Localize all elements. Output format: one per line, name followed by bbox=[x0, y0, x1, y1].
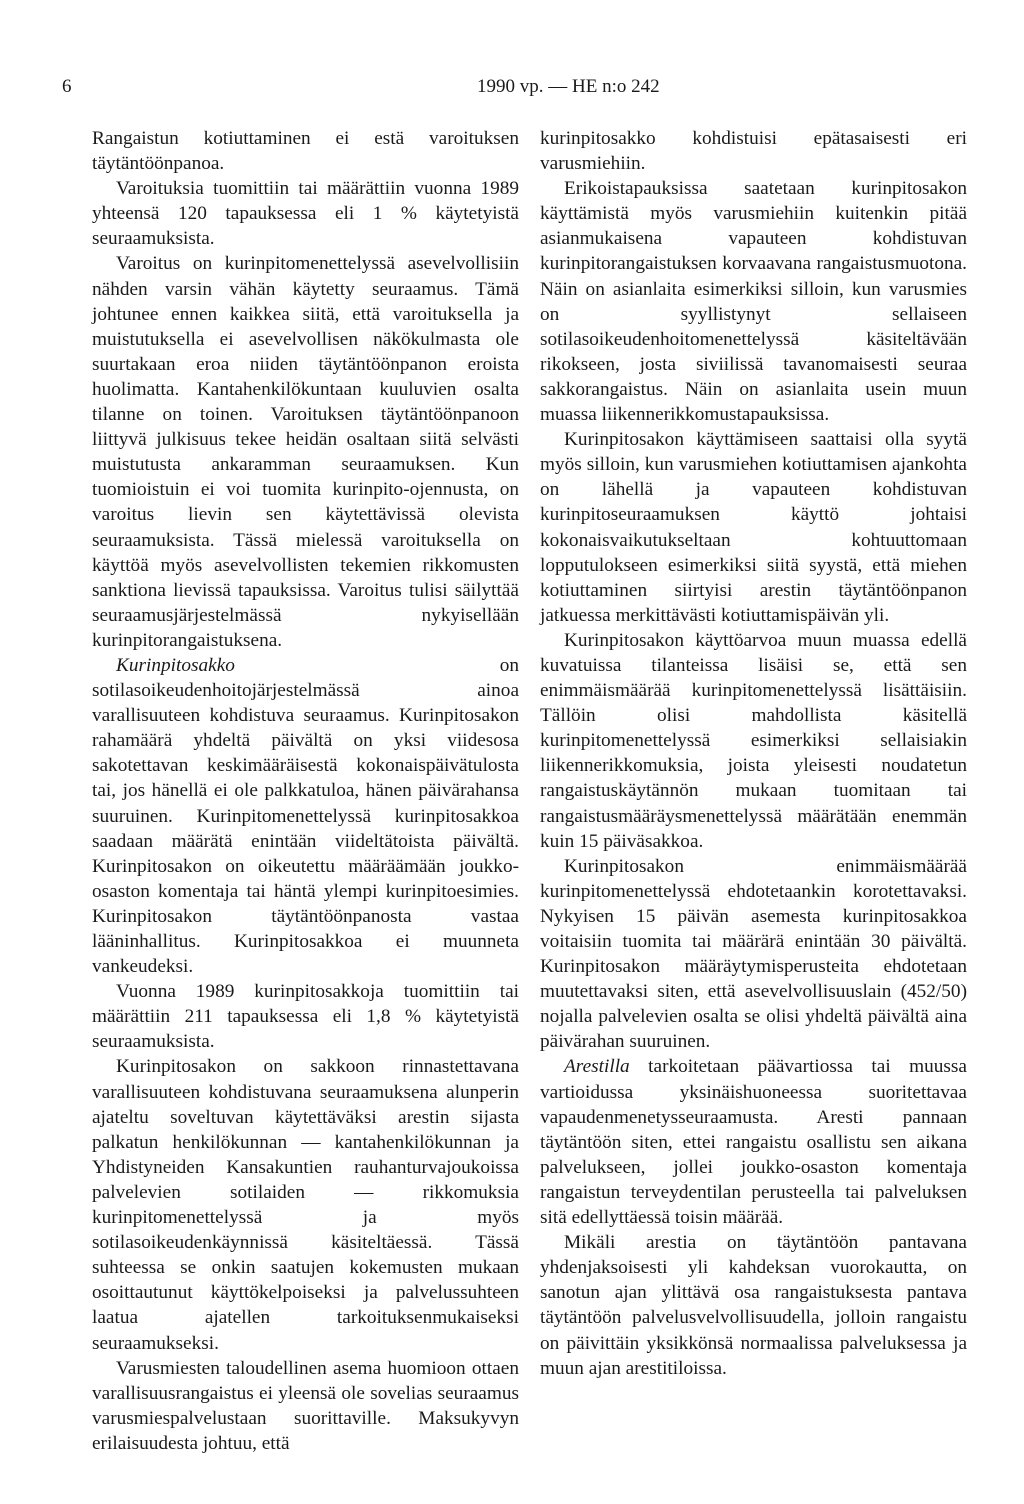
right-column bbox=[540, 126, 967, 1381]
paragraph: Erikoistapauksissa saatetaan kurinpitosakon käyttämistä myös varusmiehiin kuitenkin pitää asianmukaisena vapauteen kohdistuvan kurinpitorangaistuksen korvaavana rangaistusmuotona. Näin on asianlaita esimerkiksi silloin, kun varusmies on syyllistynyt sellaiseen sotilasoikeudenhoitomenettelyssä käsiteltävään rikokseen, josta siviilissä tavanomaisesti seuraa sakkorangaistus. Näin on asianlaita usein muun muassa liikennerikkomustapauksissa. bbox=[540, 178, 967, 426]
paragraph: kurinpitosakko kohdistuisi epätasaisesti eri varusmiehiin. bbox=[540, 128, 967, 175]
paragraph: Kurinpitosakon käyttämiseen saattaisi olla syytä myös silloin, kun varusmiehen kotiuttamisen ajankohta on lähellä ja vapauteen kohdistuvan kurinpitoseuraamuksen käyttö johtaisi kokonaisvaikutukseltaan kohtuuttomaan lopputulokseen esimerkiksi siitä syystä, että miehen kotiuttaminen siirtyisi arestin täytäntöönpanon jatkuessa merkittävästi kotiuttamispäivän yli. bbox=[540, 429, 967, 626]
left-column bbox=[92, 126, 519, 1456]
paragraph: Arestilla tarkoitetaan päävartiossa tai muussa vartioidussa yksinäishuoneessa suoritettavaa vapaudenmenetysseuraamusta. Aresti pannaan täytäntöön siten, ettei rangaistu osallistu sen aikana palvelukseen, jollei joukko-osaston komentaja rangaistun terveydentilan perusteella tai palveluksen sitä edellyttäessä toisin määrää. bbox=[540, 1056, 967, 1229]
page-header bbox=[62, 76, 962, 106]
paragraph: Kurinpitosakko on sotilasoikeudenhoitojärjestelmässä ainoa varallisuuteen kohdistuva seuraamus. Kurinpitosakon rahamäärä yhdeltä päivältä on yksi viidesosa sakotettavan keskimääräisestä kokonaispäivätulosta tai, jos hänellä ei ole palkkatuloa, hänen päivärahansa suuruinen. Kurinpitomenettelyssä kurinpitosakkoa saadaan määrätä enintään viideltätoista päivältä. Kurinpitosakon on oikeutettu määräämään joukko-osaston komentaja tai häntä ylempi kurinpitoesimies. Kurinpitosakon täytäntöönpanosta vastaa lääninhallitus. Kurinpitosakkoa ei muunneta vankeudeksi. bbox=[92, 654, 519, 978]
paragraph: Kurinpitosakon käyttöarvoa muun muassa edellä kuvatuissa tilanteissa lisäisi se, että sen enimmäismäärää kurinpitomenettelyssä lisättäisiin. Tällöin olisi mahdollista käsitellä kurinpitomenettelyssä esimerkiksi sellaisiakin liikennerikkomuksia, joista yleisesti noudatetun rangaistuskäytännön mukaan tuomitaan tai rangaistusmääräysmenettelyssä määrätään enemmän kuin 15 päiväsakkoa. bbox=[540, 629, 967, 852]
paragraph: Vuonna 1989 kurinpitosakkoja tuomittiin tai määrättiin 211 tapauksessa eli 1,8 % käytetyistä seuraamuksista. bbox=[92, 981, 519, 1053]
paragraph: Kurinpitosakon on sakkoon rinnastettavana varallisuuteen kohdistuvana seuraamuksena alunperin ajateltu soveltuvan käytettäväksi arestin sijasta palkatun henkilökunnan — kantahenkilökunnan ja Yhdistyneiden Kansakuntien rauhanturvajoukoissa palvelevien sotilaiden — rikkomuksia kurinpitomenettelyssä ja myös sotilasoikeudenkäynnissä käsiteltäessä. Tässä suhteessa se onkin saatujen kokemusten mukaan osoittautunut käyttökelpoiseksi ja palvelussuhteen laatua ajatellen tarkoituksenmukaiseksi seuraamukseksi. bbox=[92, 1056, 519, 1354]
italic-term: Kurinpitosakko bbox=[116, 654, 235, 676]
page-number: 6 bbox=[62, 76, 72, 97]
running-title: 1990 vp. — HE n:o 242 bbox=[477, 76, 660, 97]
italic-term: Arestilla bbox=[564, 1056, 630, 1078]
paragraph: Varoitus on kurinpitomenettelyssä asevelvollisiin nähden varsin vähän käytetty seuraamus. Tämä johtunee ennen kaikkea siitä, että varoituksella ja muistutuksella ei asevelvollisen näkökulmasta ole suurtakaan eroa niiden täytäntöönpanon eroista huolimatta. Kantahenkilökuntaan kuuluvien osalta tilanne on toinen. Varoituksen täytäntöönpanoon liittyvä julkisuus tekee heidän osaltaan siitä selvästi muistutusta ankaramman seuraamuksen. Kun tuomioistuin ei voi tuomita kurinpito-ojennusta, on varoitus lievin sen käytettävissä olevista seuraamuksista. Tässä mielessä varoituksella on käyttöä myös asevelvollisten tekemien rikkomusten sanktiona lievissä tapauksissa. Varoitus tulisi säilyttää seuraamusjärjestelmässä nykyisellään kurinpitorangaistuksena. bbox=[92, 253, 519, 651]
paragraph: Mikäli arestia on täytäntöön pantavana yhdenjaksoisesti yli kahdeksan vuorokautta, on sanotun ajan ylittävä osa rangaistuksesta pantava täytäntöön palvelusvelvollisuudella, jolloin rangaistu on päivittäin yksikkönsä normaalissa palveluksessa ja muun ajan arestitiloissa. bbox=[540, 1232, 967, 1379]
paragraph: Varusmiesten taloudellinen asema huomioon ottaen varallisuusrangaistus ei yleensä ole sovelias seuraamus varusmiespalvelustaan suorittaville. Maksukyvyn erilaisuudesta johtuu, että bbox=[92, 1357, 519, 1454]
paragraph: Kurinpitosakon enimmäismäärää kurinpitomenettelyssä ehdotetaankin korotettavaksi. Nykyisen 15 päivän asemesta kurinpitosakkoa voitaisiin tuomita tai määrärä enintään 30 päivältä. Kurinpitosakon määräytymisperusteita ehdotetaan muutettavaksi siten, että asevelvollisuuslain (452/50) nojalla palvelevien osalta se olisi yhdeltä päivältä aina päivärahan suuruinen. bbox=[540, 855, 967, 1053]
paragraph: Rangaistun kotiuttaminen ei estä varoituksen täytäntöönpanoa. bbox=[92, 128, 519, 175]
paragraph: Varoituksia tuomittiin tai määrättiin vuonna 1989 yhteensä 120 tapauksessa eli 1 % käytetyistä seuraamuksista. bbox=[92, 178, 519, 250]
